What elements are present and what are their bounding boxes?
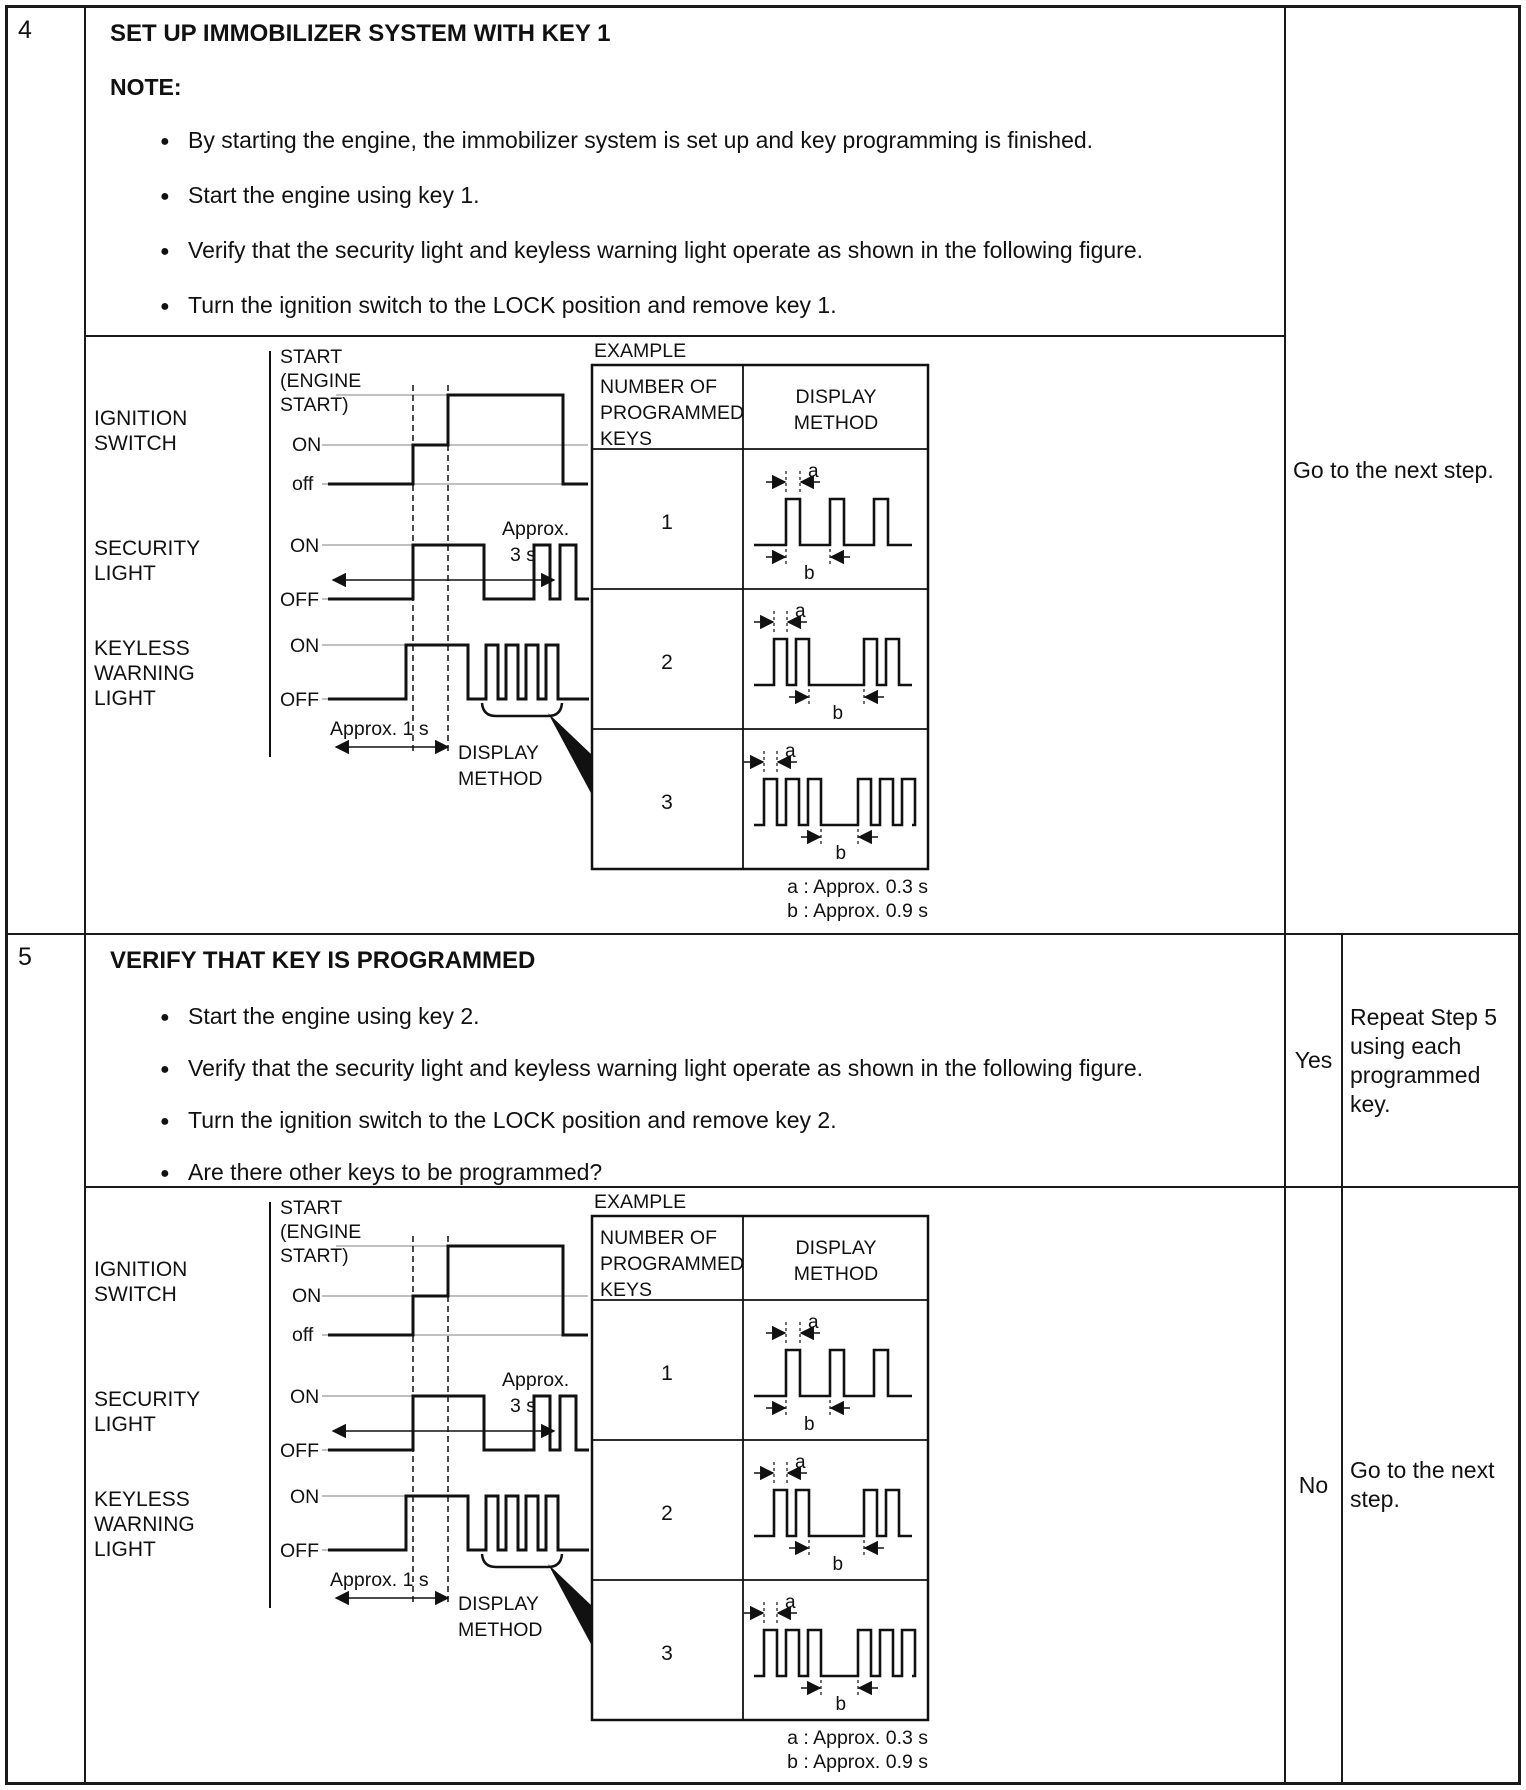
svg-text:START: START bbox=[280, 346, 343, 368]
bullet-item: ● Start the engine using key 1. bbox=[158, 180, 1260, 210]
step-5-answer-column bbox=[1286, 935, 1343, 1782]
svg-text:b: b bbox=[832, 703, 844, 724]
bullet-item: ● Start the engine using key 2. bbox=[158, 1001, 1260, 1031]
svg-text:(ENGINE: (ENGINE bbox=[280, 1221, 362, 1243]
svg-text:b: b bbox=[804, 1414, 815, 1435]
svg-text:b : Approx. 0.9 s: b : Approx. 0.9 s bbox=[787, 1751, 928, 1773]
bullet-item: ● Are there other keys to be programmed? bbox=[158, 1157, 1260, 1187]
svg-text:KEYLESS: KEYLESS bbox=[94, 1488, 190, 1511]
svg-text:a: a bbox=[795, 1452, 806, 1473]
svg-text:EXAMPLE: EXAMPLE bbox=[594, 340, 687, 362]
step-4-action-cell bbox=[1286, 8, 1518, 933]
svg-text:WARNING: WARNING bbox=[94, 1513, 195, 1536]
svg-text:Approx. 1 s: Approx. 1 s bbox=[330, 1569, 429, 1591]
svg-text:2: 2 bbox=[661, 1502, 673, 1525]
svg-text:METHOD: METHOD bbox=[458, 768, 543, 790]
step-5-bullet-list bbox=[110, 1001, 1260, 1187]
answer-no-cell: No bbox=[1298, 1471, 1329, 1498]
svg-text:Approx.: Approx. bbox=[502, 518, 570, 540]
svg-text:EXAMPLE: EXAMPLE bbox=[594, 1191, 687, 1213]
bullet-item: ● Verify that the security light and keyless warning light operate as shown in the following figure. bbox=[158, 235, 1260, 265]
step-4-timing-figure bbox=[86, 337, 1284, 933]
svg-text:a: a bbox=[808, 461, 819, 482]
immobilizer-timing-diagram bbox=[86, 337, 1106, 929]
svg-text:METHOD: METHOD bbox=[458, 1619, 543, 1641]
svg-text:b: b bbox=[835, 1694, 847, 1715]
note-label: NOTE: bbox=[110, 74, 182, 100]
yes-action-cell bbox=[1343, 935, 1518, 1188]
svg-text:1: 1 bbox=[661, 1362, 673, 1385]
svg-text:a: a bbox=[808, 1312, 819, 1333]
svg-text:ON: ON bbox=[290, 635, 320, 657]
svg-text:3: 3 bbox=[661, 791, 673, 814]
svg-text:a : Approx. 0.3 s: a : Approx. 0.3 s bbox=[787, 1727, 928, 1749]
svg-text:DISPLAY: DISPLAY bbox=[795, 1237, 877, 1259]
svg-text:ON: ON bbox=[290, 1486, 320, 1508]
svg-text:b: b bbox=[832, 1554, 844, 1575]
step-5-row bbox=[8, 935, 1518, 1782]
svg-text:SWITCH: SWITCH bbox=[94, 432, 177, 455]
svg-text:LIGHT: LIGHT bbox=[94, 1538, 156, 1561]
svg-text:OFF: OFF bbox=[280, 589, 319, 611]
svg-text:off: off bbox=[292, 1324, 314, 1346]
svg-text:2: 2 bbox=[661, 651, 673, 674]
svg-text:DISPLAY: DISPLAY bbox=[458, 742, 539, 764]
step-5-number: 5 bbox=[8, 935, 86, 1782]
svg-text:NUMBER OF: NUMBER OF bbox=[600, 1227, 717, 1249]
svg-text:PROGRAMMED: PROGRAMMED bbox=[600, 402, 745, 424]
svg-text:OFF: OFF bbox=[280, 1540, 319, 1562]
svg-text:LIGHT: LIGHT bbox=[94, 1413, 156, 1436]
svg-text:LIGHT: LIGHT bbox=[94, 687, 156, 710]
svg-text:IGNITION: IGNITION bbox=[94, 1258, 188, 1281]
svg-text:b: b bbox=[835, 843, 847, 864]
step-4-main bbox=[86, 8, 1286, 933]
svg-text:a: a bbox=[785, 1592, 796, 1613]
step-4-instructions bbox=[86, 8, 1284, 337]
svg-text:SECURITY: SECURITY bbox=[94, 537, 201, 560]
svg-text:ON: ON bbox=[290, 1386, 320, 1408]
svg-text:3 s: 3 s bbox=[510, 1395, 537, 1417]
step-5-action-column bbox=[1343, 935, 1518, 1782]
svg-text:ON: ON bbox=[292, 1285, 322, 1307]
pointer-wedge bbox=[548, 713, 592, 795]
svg-text:SECURITY: SECURITY bbox=[94, 1388, 201, 1411]
bullet-item: ● Turn the ignition switch to the LOCK position and remove key 2. bbox=[158, 1105, 1260, 1135]
svg-text:PROGRAMMED: PROGRAMMED bbox=[600, 1253, 745, 1275]
svg-text:off: off bbox=[292, 473, 314, 495]
yes-action-text: Repeat Step 5 using each programmed key. bbox=[1350, 1003, 1498, 1117]
svg-text:START): START) bbox=[280, 394, 349, 416]
step-4-title: SET UP IMMOBILIZER SYSTEM WITH KEY 1 bbox=[110, 20, 611, 47]
svg-text:ON: ON bbox=[290, 535, 320, 557]
svg-text:a: a bbox=[785, 741, 796, 762]
step-4-number: 4 bbox=[8, 8, 86, 933]
pointer-wedge bbox=[548, 1564, 592, 1646]
bullet-item: ● By starting the engine, the immobilizer system is set up and key programming is finished. bbox=[158, 125, 1260, 155]
svg-text:3 s: 3 s bbox=[510, 544, 537, 566]
svg-text:START): START) bbox=[280, 1245, 349, 1267]
svg-text:1: 1 bbox=[661, 511, 673, 534]
svg-text:KEYS: KEYS bbox=[600, 1279, 653, 1301]
svg-text:3: 3 bbox=[661, 1642, 673, 1665]
svg-text:OFF: OFF bbox=[280, 689, 319, 711]
immobilizer-timing-diagram bbox=[86, 1188, 1106, 1780]
svg-text:START: START bbox=[280, 1197, 343, 1219]
step-5-title: VERIFY THAT KEY IS PROGRAMMED bbox=[110, 947, 536, 974]
svg-text:ON: ON bbox=[292, 434, 322, 456]
svg-text:a: a bbox=[795, 601, 806, 622]
bullet-item: ● Verify that the security light and keyless warning light operate as shown in the following figure. bbox=[158, 1053, 1260, 1083]
svg-text:Approx.: Approx. bbox=[502, 1369, 570, 1391]
svg-text:WARNING: WARNING bbox=[94, 662, 195, 685]
svg-text:DISPLAY: DISPLAY bbox=[458, 1593, 539, 1615]
step-5-main bbox=[86, 935, 1286, 1782]
svg-text:(ENGINE: (ENGINE bbox=[280, 370, 362, 392]
bullet-item: ● Turn the ignition switch to the LOCK position and remove key 1. bbox=[158, 290, 1260, 320]
step-4-row bbox=[8, 8, 1518, 935]
svg-text:IGNITION: IGNITION bbox=[94, 407, 188, 430]
svg-text:b: b bbox=[804, 563, 815, 584]
svg-text:KEYS: KEYS bbox=[600, 428, 653, 450]
step-5-timing-figure bbox=[86, 1188, 1284, 1782]
svg-text:OFF: OFF bbox=[280, 1440, 319, 1462]
no-action-text: Go to the next step. bbox=[1350, 1457, 1495, 1512]
svg-text:a : Approx. 0.3 s: a : Approx. 0.3 s bbox=[787, 876, 928, 898]
svg-text:METHOD: METHOD bbox=[793, 412, 879, 434]
no-action-cell bbox=[1343, 1188, 1518, 1782]
svg-text:LIGHT: LIGHT bbox=[94, 562, 156, 585]
svg-text:KEYLESS: KEYLESS bbox=[94, 637, 190, 660]
step-4-action-text: Go to the next step. bbox=[1293, 457, 1494, 483]
procedure-table bbox=[5, 5, 1521, 1785]
step-4-bullet-list bbox=[110, 125, 1260, 320]
answer-yes-cell: Yes bbox=[1286, 935, 1341, 1188]
svg-text:DISPLAY: DISPLAY bbox=[795, 386, 877, 408]
step-5-instructions bbox=[86, 935, 1284, 1188]
svg-text:NUMBER OF: NUMBER OF bbox=[600, 376, 717, 398]
svg-text:METHOD: METHOD bbox=[793, 1263, 879, 1285]
svg-text:b : Approx. 0.9 s: b : Approx. 0.9 s bbox=[787, 900, 928, 922]
svg-text:Approx. 1 s: Approx. 1 s bbox=[330, 718, 429, 740]
svg-text:SWITCH: SWITCH bbox=[94, 1283, 177, 1306]
